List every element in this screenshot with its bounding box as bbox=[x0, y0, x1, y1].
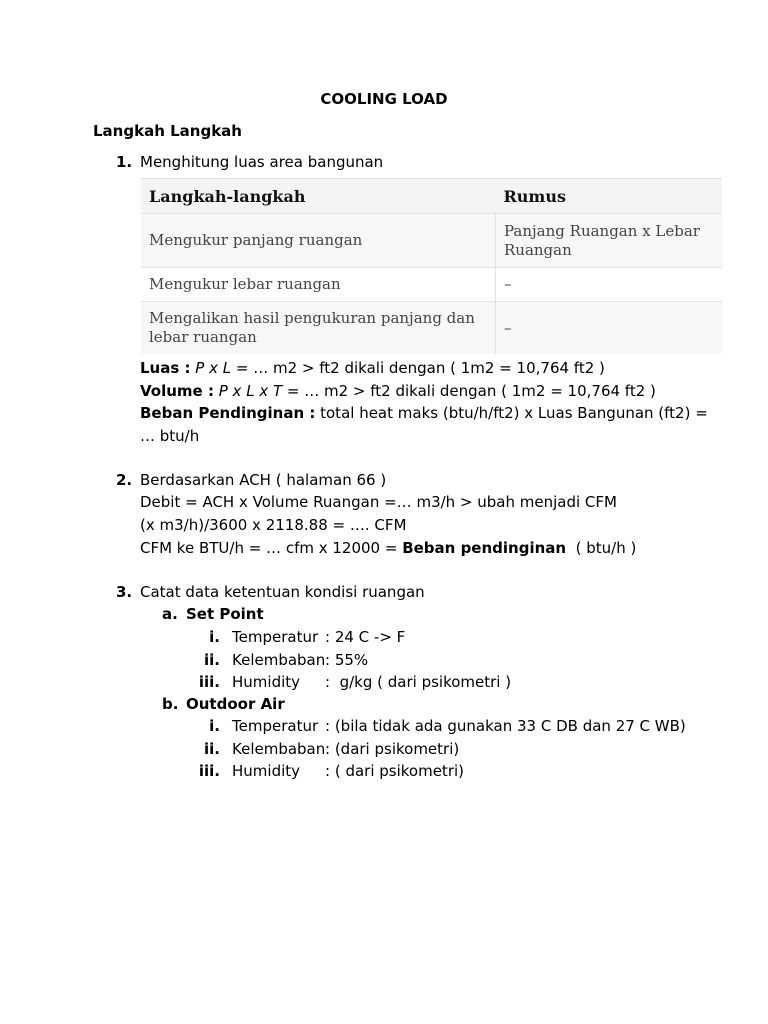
luas-formula: P x L bbox=[195, 359, 232, 377]
step-3-number: 3. bbox=[116, 583, 133, 601]
volume-label: Volume : bbox=[140, 382, 214, 400]
luas-rest: = … m2 > ft2 dikali dengan ( 1m2 = 10,764 ft2 ) bbox=[231, 359, 605, 377]
table-row bbox=[141, 302, 722, 355]
item-label: Temperatur bbox=[232, 628, 319, 646]
item-value: : 24 C -> F bbox=[325, 628, 406, 646]
subsection-outdoor-air bbox=[162, 693, 285, 715]
item-value: : (dari psikometri) bbox=[325, 740, 460, 758]
table-row bbox=[141, 268, 722, 302]
list-item bbox=[180, 760, 464, 782]
item-value: : ( dari psikometri) bbox=[325, 762, 464, 780]
table-cell: – bbox=[496, 268, 723, 302]
step-3-text: Catat data ketentuan kondisi ruangan bbox=[140, 583, 425, 601]
subsection-title: Outdoor Air bbox=[186, 695, 285, 713]
subsection-set-point bbox=[162, 603, 264, 625]
list-item bbox=[180, 671, 511, 693]
roman-numeral: iii. bbox=[198, 762, 220, 780]
btu-text: CFM ke BTU/h = … cfm x 12000 = bbox=[140, 539, 403, 557]
step-2-text: Berdasarkan ACH ( halaman 66 ) bbox=[140, 471, 387, 489]
roman-numeral: i. bbox=[209, 717, 220, 735]
list-item bbox=[180, 626, 405, 648]
item-label: Humidity bbox=[232, 673, 301, 691]
step-2-number: 2. bbox=[116, 471, 133, 489]
list-item bbox=[180, 715, 686, 737]
roman-numeral: i. bbox=[209, 628, 220, 646]
table-cell: Mengukur panjang ruangan bbox=[141, 214, 496, 268]
step-1-heading bbox=[116, 151, 384, 173]
luas-label: Luas : bbox=[140, 359, 191, 377]
volume-line bbox=[140, 380, 656, 402]
roman-numeral: ii. bbox=[204, 740, 220, 758]
table-header-rumus: Rumus bbox=[496, 179, 723, 214]
item-label: Kelembaban bbox=[232, 740, 326, 758]
item-value: : (bila tidak ada gunakan 33 C DB dan 27 C WB) bbox=[325, 717, 686, 735]
item-label: Temperatur bbox=[232, 717, 319, 735]
item-label: Humidity bbox=[232, 762, 301, 780]
subsection-letter: a. bbox=[162, 605, 178, 623]
list-item bbox=[180, 649, 368, 671]
step-2-btu-line bbox=[140, 537, 636, 559]
table-header-langkah: Langkah-langkah bbox=[141, 179, 496, 214]
item-value: : 55% bbox=[325, 651, 369, 669]
item-value: : g/kg ( dari psikometri ) bbox=[325, 673, 512, 691]
step-2-heading bbox=[116, 469, 387, 491]
table-row bbox=[141, 214, 722, 268]
section-heading: Langkah Langkah bbox=[93, 122, 242, 140]
subsection-title: Set Point bbox=[186, 605, 264, 623]
step-3-heading bbox=[116, 581, 425, 603]
beban-line bbox=[140, 402, 708, 424]
beban-label: Beban Pendinginan : bbox=[140, 404, 316, 422]
beban-pendinginan-label: Beban pendinginan bbox=[402, 539, 567, 557]
list-item bbox=[180, 738, 459, 760]
rumus-table bbox=[141, 178, 722, 354]
beban-continuation: … btu/h bbox=[140, 427, 200, 445]
luas-line bbox=[140, 357, 605, 379]
volume-rest: = … m2 > ft2 dikali dengan ( 1m2 = 10,764 ft2 ) bbox=[282, 382, 656, 400]
subsection-letter: b. bbox=[162, 695, 179, 713]
roman-numeral: iii. bbox=[198, 673, 220, 691]
step-1-text: Menghitung luas area bangunan bbox=[140, 153, 384, 171]
table-cell: Mengalikan hasil pengukuran panjang dan lebar ruangan bbox=[141, 302, 496, 355]
table-cell: Panjang Ruangan x Lebar Ruangan bbox=[496, 214, 723, 268]
table-cell: – bbox=[496, 302, 723, 355]
roman-numeral: ii. bbox=[204, 651, 220, 669]
beban-rest: total heat maks (btu/h/ft2) x Luas Bangunan (ft2) = bbox=[315, 404, 708, 422]
volume-formula: P x L x T bbox=[218, 382, 283, 400]
document-title: COOLING LOAD bbox=[320, 90, 448, 108]
btu-unit: ( btu/h ) bbox=[566, 539, 637, 557]
step-2-cfm-line: (x m3/h)/3600 x 2118.88 = …. CFM bbox=[140, 516, 407, 534]
step-1-number: 1. bbox=[116, 153, 133, 171]
step-2-debit-line: Debit = ACH x Volume Ruangan =… m3/h > ubah menjadi CFM bbox=[140, 493, 617, 511]
item-label: Kelembaban bbox=[232, 651, 326, 669]
table-cell: Mengukur lebar ruangan bbox=[141, 268, 496, 302]
